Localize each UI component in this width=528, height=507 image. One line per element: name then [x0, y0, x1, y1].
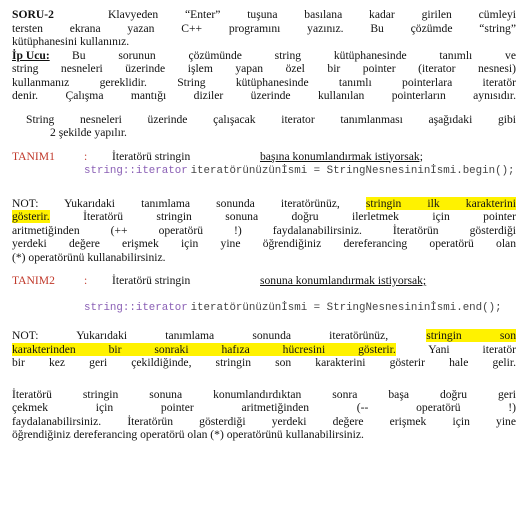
note-2-line-2: [12, 343, 516, 357]
definition-2-label: TANIM2: [12, 274, 55, 287]
definition-2-colon: :: [84, 274, 88, 287]
intro-line-1: Klavyeden “Enter” tuşuna basılana kadar girilen cümleyi: [108, 8, 516, 21]
note-2-text: Yani iteratör: [428, 342, 517, 356]
definition-1-colon: :: [84, 149, 88, 163]
definition-1-label: TANIM1: [12, 149, 55, 163]
question-header: [12, 8, 516, 22]
note-1-highlight: stringin ilk karakterini: [365, 196, 516, 210]
definition-1: [12, 150, 516, 164]
note-2-line-1: [12, 329, 516, 343]
note-2-text: NOT: Yukarıdaki tanımlama sonunda iteratörünüz,: [12, 329, 389, 342]
hint-first-line: [12, 49, 516, 63]
final-line-1: İteratörü stringin sonuna konumlandırdıktan sonra başa doğru geri: [12, 387, 516, 401]
section-line-2: 2 şekilde yapılır.: [50, 126, 127, 139]
hint-line-2: string nesneleri üzerinde işlem yapan özel bir pointer (iterator nesnesi): [12, 62, 516, 75]
intro-line-3: kütüphanesini kullanınız.: [12, 35, 130, 48]
definition-1-code-statement: iteratörünüzünİsmi = StringNesnesininİsmi.begin();: [190, 165, 515, 177]
note-1-line-3: aritmetiğinden (++ operatörü !) faydalanabilirsiniz. İteratörün gösterdiği: [12, 223, 516, 237]
definition-1-code-type: string::iterator: [84, 165, 188, 177]
hint-label: İp Ucu:: [12, 48, 50, 62]
definition-2-code: [84, 300, 516, 316]
final-line-3: faydalanabilirsiniz. İteratörün gösterdiği yerdeki değere erişmek için yine: [12, 414, 516, 428]
note-1-text: İteratörü stringin sonuna doğru ilerletmek için pointer: [83, 210, 517, 223]
definition-2-text: İteratörü stringin: [112, 274, 191, 287]
note-1-highlight: gösterir.: [12, 210, 50, 223]
definition-2-code-type: string::iterator: [84, 301, 188, 314]
hint-line-1: Bu sorunun çözümünde string kütüphanesinde tanımlı ve: [72, 48, 516, 62]
note-2-highlight: karakterinden bir sonraki hafıza hücresini gösterir.: [12, 342, 396, 356]
definition-2-underlined-text: sonuna konumlandırmak istiyorsak;: [260, 274, 427, 287]
note-2-highlight: stringin son: [426, 329, 516, 342]
definition-2: [12, 274, 516, 288]
question-title: SORU-2: [12, 8, 54, 21]
final-line-4: öğrendiğiniz dereferancing operatörü olan (*) operatörünü kullanabilirsiniz.: [12, 428, 364, 441]
intro-line-2: tersten ekrana yazan C++ programını yazınız. Bu çözümde “string”: [12, 21, 516, 35]
note-1-line-2: [12, 210, 516, 224]
definition-1-underlined-text: başına konumlandırmak istiyorsak;: [260, 149, 423, 163]
note-2-line-3: bir kez geri çekildiğinde, stringin son karakterini gösterir hale gelir.: [12, 356, 516, 369]
hint-line-4: denir. Çalışma mantığı diziler üzerinde kullanılan pointerların aynısıdır.: [12, 89, 516, 102]
section-line-1: String nesneleri üzerinde çalışacak iterator tanımlanması aşağıdaki gibi: [26, 112, 516, 126]
note-1-line-5: (*) operatörünü kullanabilirsiniz.: [12, 250, 166, 264]
final-line-2: çekmek için pointer aritmetiğinden (-- operatörü !): [12, 401, 516, 414]
hint-line-3: kullanmanız gereklidir. String kütüphanesinde tanımlı pointerlara iteratör: [12, 75, 516, 89]
definition-1-code: [84, 163, 516, 179]
note-1-text: NOT: Yukarıdaki tanımlama sonunda iteratörünüz,: [12, 196, 340, 210]
note-1-line-1: [12, 197, 516, 211]
document-page: [12, 8, 516, 442]
definition-1-text: İteratörü stringin: [112, 149, 191, 163]
definition-2-code-statement: iteratörünüzünİsmi = StringNesnesininİsmi.end();: [190, 301, 502, 314]
note-1-line-4: yerdeki değere erişmek için yine öğrendiğiniz dereferancing operatörü olan: [12, 237, 516, 250]
